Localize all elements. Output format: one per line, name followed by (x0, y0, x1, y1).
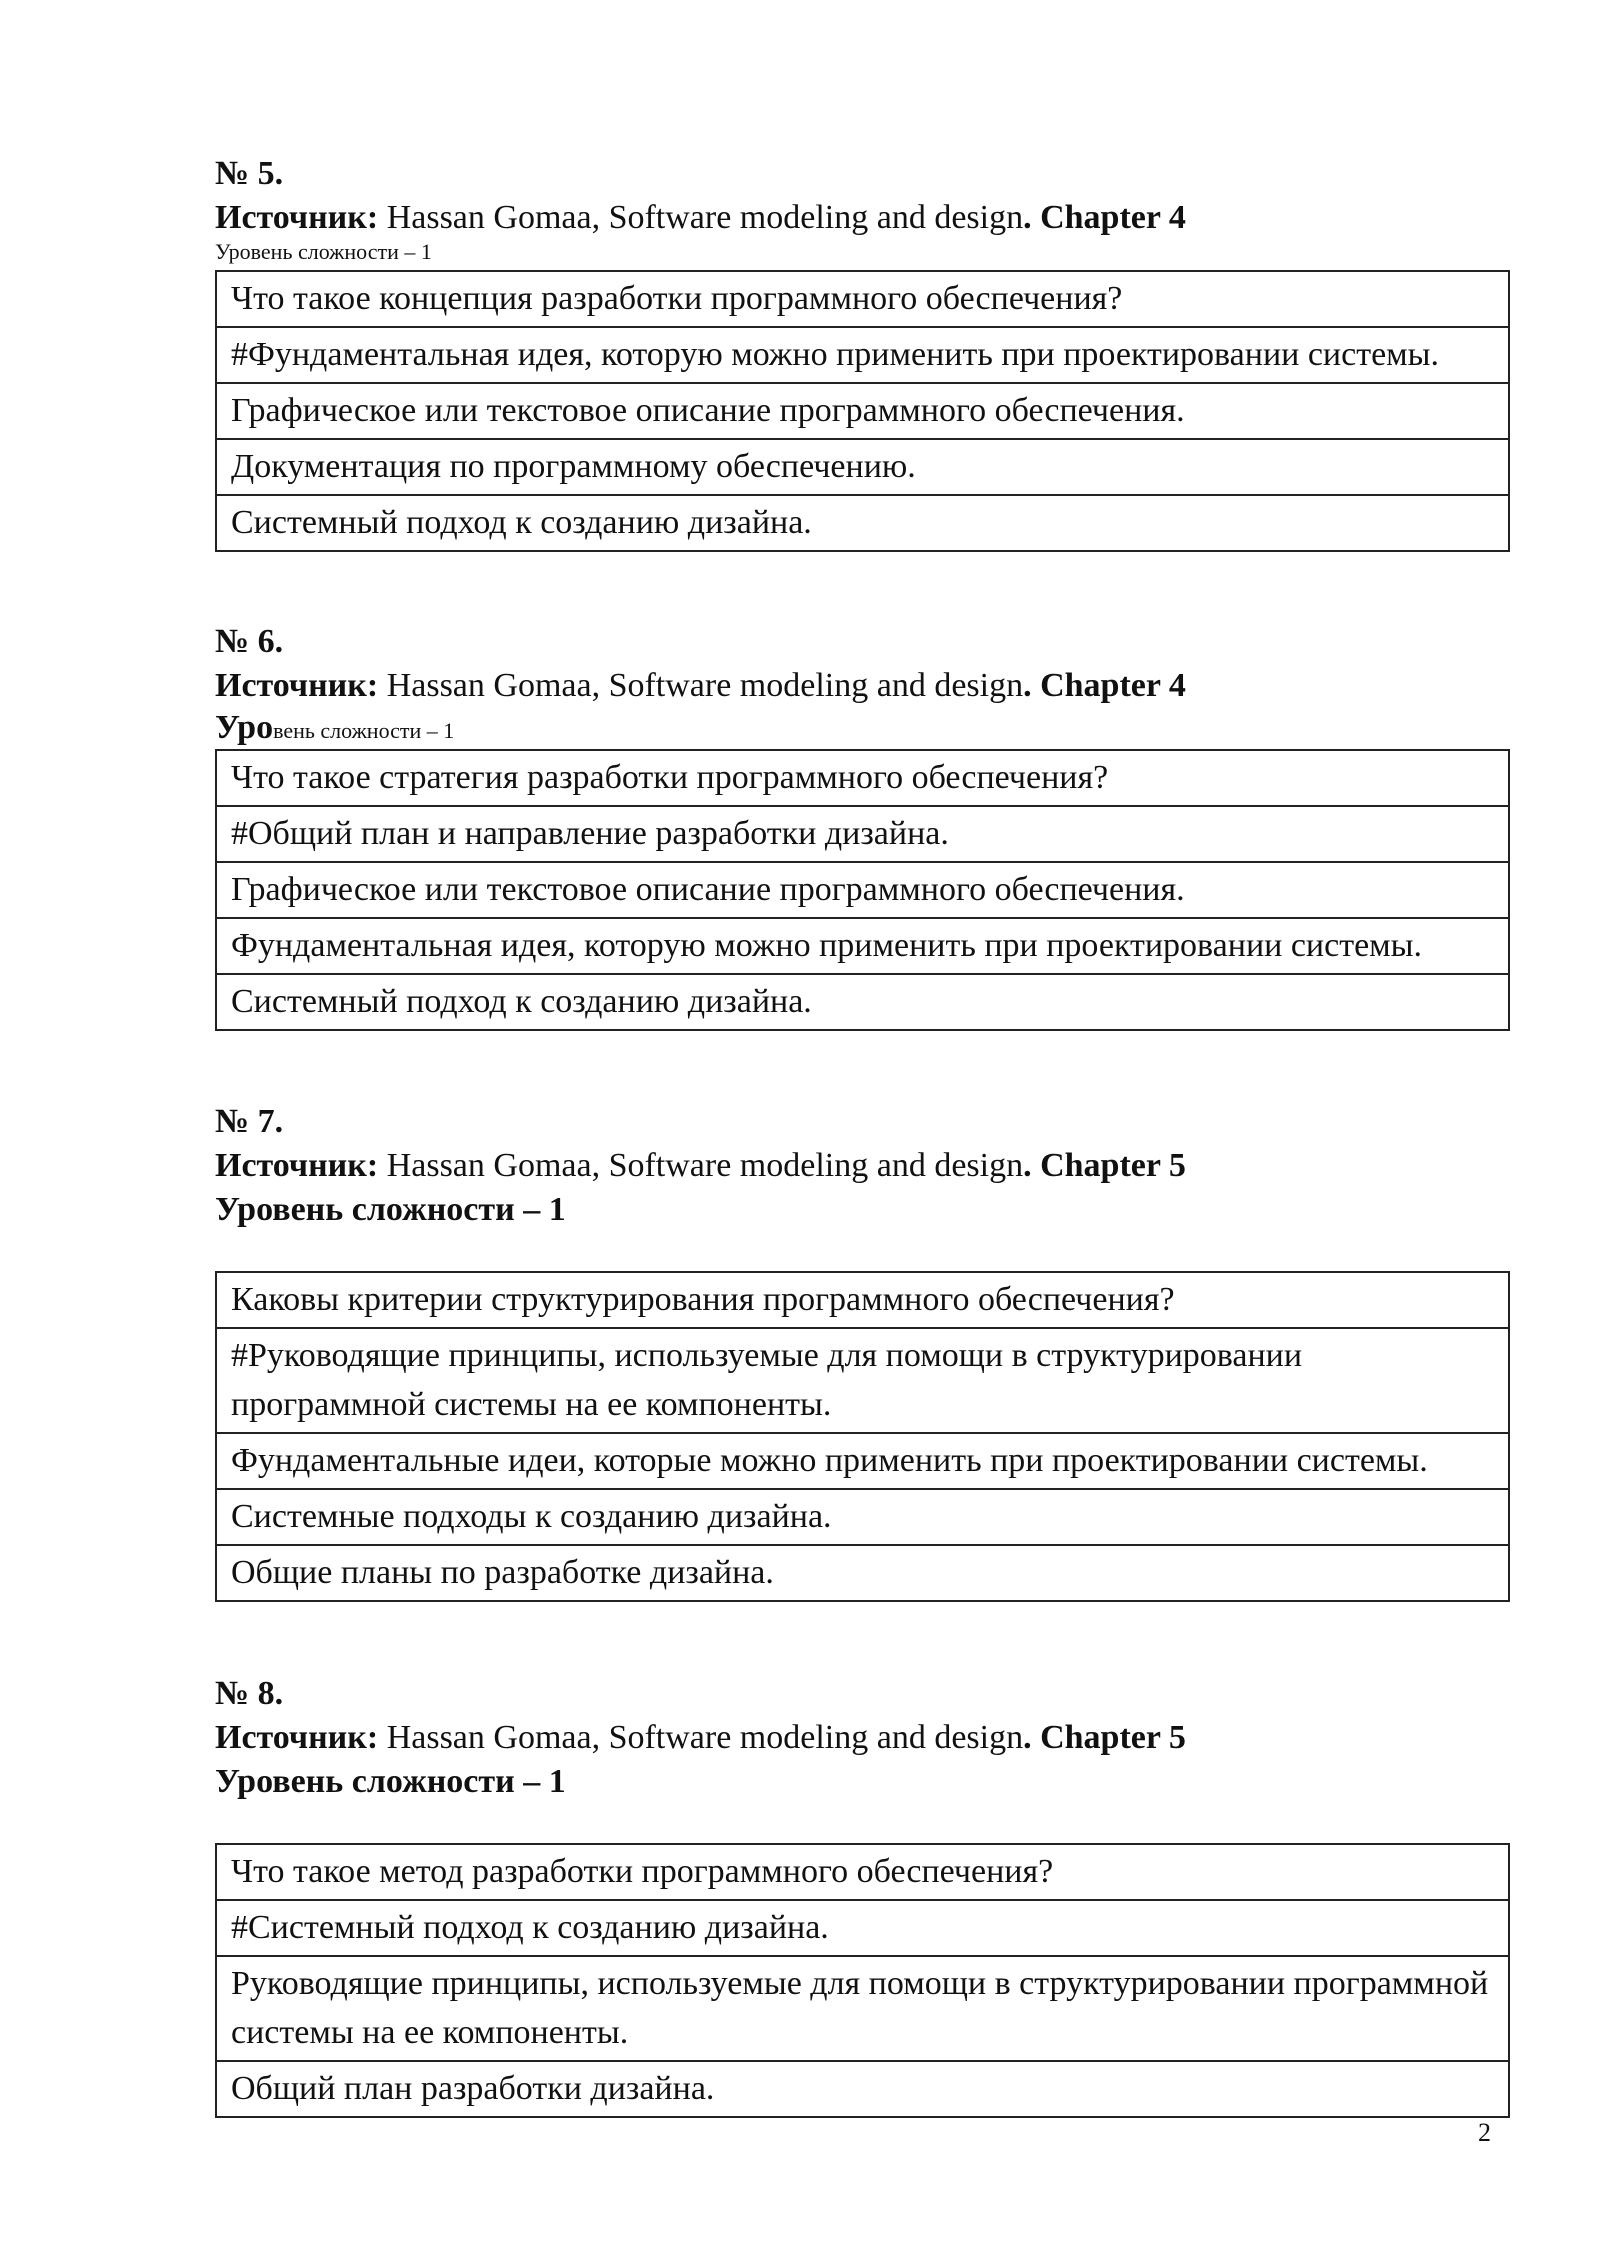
answer-option: Общий план разработки дизайна. (216, 2061, 1509, 2117)
page-number: 2 (1478, 2118, 1491, 2147)
question-number: № 5. (215, 155, 284, 192)
table-row (216, 383, 1509, 439)
question-6-header (215, 620, 1510, 751)
question-8-table (215, 1843, 1510, 2118)
answer-option: Фундаментальная идея, которую можно применить при проектировании системы. (216, 918, 1509, 974)
table-row (216, 1272, 1509, 1328)
table-row (216, 271, 1509, 327)
table-row (216, 862, 1509, 918)
difficulty-level: Уровень сложности – 1 (215, 1191, 566, 1228)
answer-option: #Фундаментальная идея, которую можно применить при проектировании системы. (216, 327, 1509, 383)
table-row (216, 439, 1509, 495)
table-row (216, 1900, 1509, 1956)
difficulty-level: Уровень сложности – 1 (215, 1763, 566, 1800)
question-number: № 8. (215, 1675, 284, 1712)
table-row (216, 327, 1509, 383)
answer-option: #Системный подход к созданию дизайна. (216, 1900, 1509, 1956)
table-row (216, 1489, 1509, 1545)
question-source (215, 1716, 1510, 1760)
question-text: Каковы критерии структурирования программного обеспечения? (216, 1272, 1509, 1328)
question-source (215, 196, 1510, 240)
answer-option: Руководящие принципы, используемые для помощи в структурировании программной системы на ее компоненты. (216, 1956, 1509, 2061)
question-5-table (215, 270, 1510, 552)
table-row (216, 974, 1509, 1030)
difficulty-level-bold: Уро (215, 709, 274, 746)
table-row (216, 1328, 1509, 1433)
question-5-header (215, 152, 1510, 264)
question-8-header (215, 1672, 1510, 1804)
question-source (215, 1144, 1510, 1188)
table-row (216, 1844, 1509, 1900)
answer-option: Системный подход к созданию дизайна. (216, 974, 1509, 1030)
question-7-header (215, 1100, 1510, 1232)
answer-option: Общие планы по разработке дизайна. (216, 1545, 1509, 1601)
question-source (215, 664, 1510, 708)
answer-option: Фундаментальные идеи, которые можно применить при проектировании системы. (216, 1433, 1509, 1489)
answer-option: Системные подходы к созданию дизайна. (216, 1489, 1509, 1545)
answer-option: Системный подход к созданию дизайна. (216, 495, 1509, 551)
question-number: № 6. (215, 623, 284, 660)
difficulty-level: Уровень сложности – 1 (215, 239, 432, 264)
difficulty-level (215, 708, 1510, 751)
table-row (216, 806, 1509, 862)
answer-option: Графическое или текстовое описание программного обеспечения. (216, 862, 1509, 918)
source-chapter: . Chapter 4 (1023, 667, 1186, 704)
question-6-table (215, 749, 1510, 1031)
source-text: Hassan Gomaa, Software modeling and design (386, 1147, 1024, 1184)
question-text: Что такое метод разработки программного обеспечения? (216, 1844, 1509, 1900)
table-row (216, 1545, 1509, 1601)
source-chapter: . Chapter 5 (1023, 1719, 1186, 1756)
table-row (216, 918, 1509, 974)
source-label: Источник: (215, 1147, 379, 1184)
source-chapter: . Chapter 5 (1023, 1147, 1186, 1184)
source-text: Hassan Gomaa, Software modeling and design (386, 1719, 1024, 1756)
difficulty-level-small: вень сложности – 1 (273, 718, 455, 743)
question-text: Что такое концепция разработки программного обеспечения? (216, 271, 1509, 327)
source-label: Источник: (215, 199, 379, 236)
answer-option: Графическое или текстовое описание программного обеспечения. (216, 383, 1509, 439)
source-label: Источник: (215, 1719, 379, 1756)
source-chapter: . Chapter 4 (1023, 199, 1186, 236)
source-text: Hassan Gomaa, Software modeling and design (386, 667, 1024, 704)
question-number: № 7. (215, 1103, 284, 1140)
table-row (216, 2061, 1509, 2117)
table-row (216, 1956, 1509, 2061)
table-row (216, 750, 1509, 806)
question-7-table (215, 1271, 1510, 1602)
source-text: Hassan Gomaa, Software modeling and design (386, 199, 1024, 236)
table-row (216, 1433, 1509, 1489)
answer-option: #Руководящие принципы, используемые для помощи в структурировании программной системы на ее компоненты. (216, 1328, 1509, 1433)
answer-option: Документация по программному обеспечению. (216, 439, 1509, 495)
answer-option: #Общий план и направление разработки дизайна. (216, 806, 1509, 862)
question-text: Что такое стратегия разработки программного обеспечения? (216, 750, 1509, 806)
table-row (216, 495, 1509, 551)
source-label: Источник: (215, 667, 379, 704)
